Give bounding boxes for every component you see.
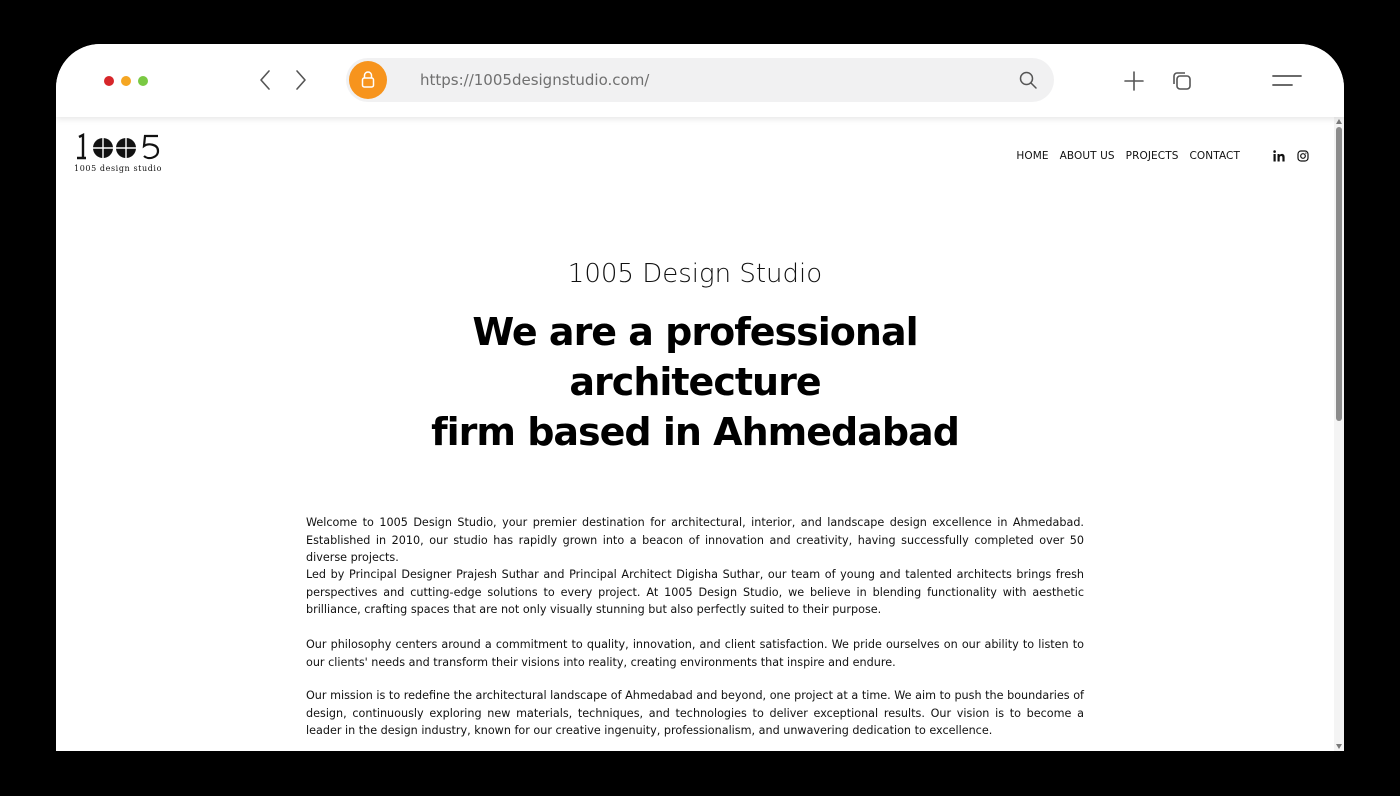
nav-home[interactable]: HOME	[1016, 150, 1049, 162]
nav-about-us[interactable]: ABOUT US	[1059, 150, 1115, 162]
logo-text: 1005 design studio	[74, 164, 163, 173]
instagram-icon[interactable]	[1297, 150, 1309, 162]
tabs-icon[interactable]	[1170, 69, 1194, 93]
scroll-up-icon[interactable]	[1336, 119, 1342, 124]
maximize-window-dot[interactable]	[138, 76, 148, 86]
linkedin-icon[interactable]	[1273, 150, 1285, 162]
site-nav	[1016, 150, 1240, 162]
nav-projects[interactable]: PROJECTS	[1125, 150, 1179, 162]
minimize-window-dot[interactable]	[121, 76, 131, 86]
address-bar[interactable]	[346, 58, 1054, 102]
page-subtitle: 1005 Design Studio	[567, 259, 823, 289]
scroll-down-icon[interactable]	[1336, 744, 1342, 749]
menu-icon[interactable]	[1272, 69, 1302, 93]
page-scrollbar[interactable]	[1334, 117, 1344, 751]
url-text[interactable]: https://1005designstudio.com/	[420, 71, 650, 89]
intro-paragraph-2: Led by Principal Designer Prajesh Suthar and Principal Architect Digisha Suthar, our team of young and talented architects brings fresh perspectives and cutting-edge solutions to every project. At 1005 Design Studio, we believe in blending functionality with aesthetic brilliance, crafting spaces that are not only visually stunning but also perfectly suited to their purpose.	[306, 568, 1084, 616]
site-logo[interactable]	[74, 133, 164, 177]
nav-contact[interactable]: CONTACT	[1189, 150, 1240, 162]
forward-arrow-icon[interactable]	[288, 68, 312, 92]
headline-line-1: We are a professional architecture	[472, 310, 918, 404]
back-arrow-icon[interactable]	[254, 68, 278, 92]
close-window-dot[interactable]	[104, 76, 114, 86]
scroll-thumb[interactable]	[1336, 127, 1342, 421]
logo-mark-icon	[74, 133, 164, 163]
intro-paragraph-3: Our philosophy centers around a commitment to quality, innovation, and client satisfaction. We pride ourselves on our ability to listen to our clients' needs and transform their visions into reality, creating environments that inspire and endure.	[306, 638, 1084, 669]
new-tab-icon[interactable]	[1122, 69, 1146, 93]
lock-icon	[349, 61, 387, 99]
page-headline	[356, 307, 1034, 457]
browser-window	[56, 44, 1344, 751]
page-viewport	[56, 117, 1344, 751]
search-icon[interactable]	[1018, 70, 1038, 90]
headline-line-2: firm based in Ahmedabad	[431, 410, 959, 454]
intro-paragraph-4: Our mission is to redefine the architectural landscape of Ahmedabad and beyond, one project at a time. We aim to push the boundaries of design, continuously exploring new materials, techniques, and technologies to deliver exceptional results. Our vision is to become a leader in the design industry, known for our creative ingenuity, professionalism, and unwavering dedication to excellence.	[306, 689, 1084, 737]
lock-button[interactable]	[349, 61, 387, 99]
browser-toolbar	[56, 44, 1344, 117]
intro-paragraph-1: Welcome to 1005 Design Studio, your premier destination for architectural, interior, and landscape design excellence in Ahmedabad. Established in 2010, our studio has rapidly grown into a beacon of innovation and creativity, having successfully completed over 50 diverse projects.	[306, 516, 1084, 564]
